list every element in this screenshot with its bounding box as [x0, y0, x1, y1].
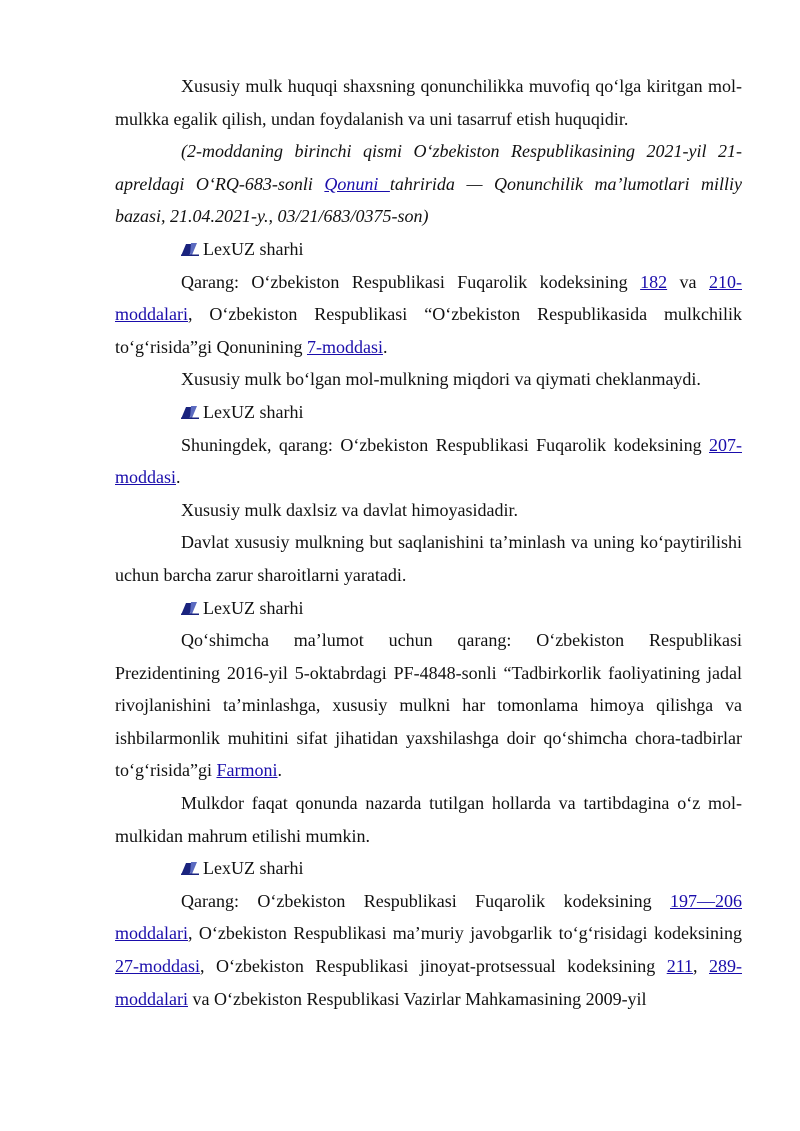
- link-article-210[interactable]: 210-moddalari: [115, 271, 742, 325]
- paragraph-private-property-right: Xususiy mulk huquqi shaxsning qonunchilikka muvofiq qo‘lga kiritgan mol-mulkka egalik qilish, undan foydalanish va uni tasarruf etish huquqidir.: [115, 76, 742, 129]
- paragraph-deprivation: Mulkdor faqat qonunda nazarda tutilgan hollarda va tartibdagina o‘z mol-mulkidan mahrum etilishi mumkin.: [115, 793, 742, 846]
- link-article-182[interactable]: 182: [640, 271, 668, 292]
- lexuz-comment-3[interactable]: [115, 592, 742, 625]
- text: .: [176, 467, 181, 488]
- text: .: [277, 760, 282, 781]
- document-page: [115, 70, 742, 1015]
- lexuz-comment-2[interactable]: [115, 396, 742, 429]
- lexuz-comment-label: LexUZ sharhi: [203, 597, 304, 618]
- paragraph-state-conditions: Davlat xususiy mulkning but saqlanishini ta’minlash va uning ko‘paytirilishi uchun barcha zarur sharoitlarni yaratadi.: [115, 532, 742, 585]
- text: .: [382, 336, 388, 357]
- text: , O‘zbekiston Respublikasi “O‘zbekiston Respublikasida mulkchilik to‘g‘risida”gi Qonunining: [115, 304, 742, 357]
- link-decree[interactable]: Farmoni: [216, 760, 278, 781]
- lexuz-comment-label: LexUZ sharhi: [203, 401, 304, 422]
- pen-icon: [181, 601, 199, 615]
- text: va O‘zbekiston Respublikasi Vazirlar Mahkamasining 2009-yil: [187, 988, 647, 1009]
- text: Qarang: O‘zbekiston Respublikasi Fuqarolik kodeksining: [181, 271, 641, 292]
- lexuz-comment-1[interactable]: [115, 233, 742, 266]
- link-article-27[interactable]: 27-moddasi: [115, 956, 200, 977]
- text: va: [667, 271, 709, 292]
- text: Qo‘shimcha ma’lumot uchun qarang: O‘zbekiston Respublikasi Prezidentining 2016-yil 5-oktabrdagi PF-4848-sonli “Tadbirkorlik faoliyatining jadal rivojlanishini ta’minlashga, xususiy mulkni har tomonlama himoya qilishga va ishbilarmonlik muhitini sifat jihatidan yaxshilashga doir qo‘shimcha chora-tadbirlar to‘g‘risida”gi: [115, 630, 742, 781]
- link-article-7[interactable]: 7-moddasi: [306, 336, 383, 357]
- link-law[interactable]: Qonuni: [324, 173, 390, 194]
- lexuz-comment-4[interactable]: [115, 852, 742, 885]
- pen-icon: [181, 242, 199, 256]
- link-articles-197-206[interactable]: 197—206 moddalari: [115, 890, 742, 944]
- text: , O‘zbekiston Respublikasi jinoyat-protsessual kodeksining: [200, 956, 667, 977]
- paragraph-see-references-2: [115, 429, 742, 494]
- text: , O‘zbekiston Respublikasi ma’muriy javobgarlik to‘g‘risidagi kodeksining: [187, 923, 742, 944]
- paragraph-see-references-3: [115, 624, 742, 787]
- paragraph-see-references-1: [115, 266, 742, 364]
- amendment-text-start: (2-moddaning birinchi qismi O‘zbekiston Respublikasining 2021-yil 21-apreldagi O‘RQ-683-sonli: [115, 141, 742, 194]
- paragraph-see-references-4: [115, 885, 742, 1015]
- paragraph-property-quantity: Xususiy mulk bo‘lgan mol-mulkning miqdori va qiymati cheklanmaydi.: [181, 369, 701, 390]
- pen-icon: [181, 405, 199, 419]
- link-article-289[interactable]: 289-moddalari: [115, 956, 742, 1009]
- paragraph-amendment-note: [115, 135, 742, 233]
- lexuz-comment-label: LexUZ sharhi: [203, 238, 304, 259]
- text: Qarang: O‘zbekiston Respublikasi Fuqarolik kodeksining: [181, 890, 670, 911]
- amendment-text-end: tahririda — Qonunchilik ma’lumotlari milliy bazasi, 21.04.2021-y., 03/21/683/0375-son): [115, 173, 743, 227]
- text: ,: [693, 956, 709, 977]
- pen-icon: [181, 861, 199, 875]
- lexuz-comment-label: LexUZ sharhi: [203, 858, 304, 879]
- text: Shuningdek, qarang: O‘zbekiston Respublikasi Fuqarolik kodeksining: [181, 434, 709, 455]
- paragraph-inviolability: Xususiy mulk daxlsiz va davlat himoyasidadir.: [181, 499, 518, 520]
- link-article-211[interactable]: 211: [666, 956, 694, 977]
- link-article-207[interactable]: 207-moddasi: [115, 434, 742, 488]
